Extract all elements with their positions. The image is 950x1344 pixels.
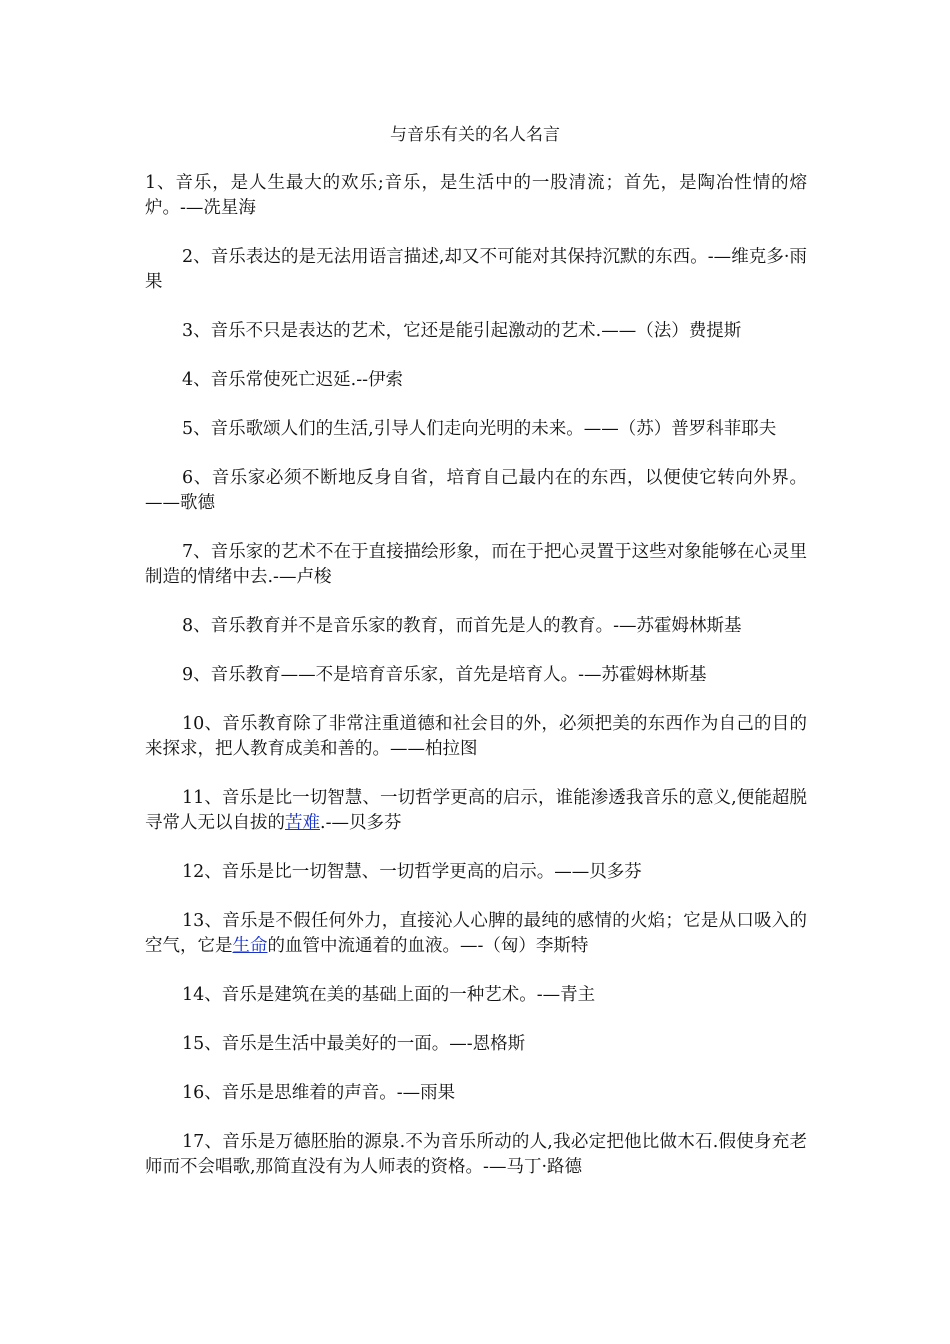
quote-text: 11、音乐是比一切智慧、一切哲学更高的启示，谁能渗透我音乐的意义,便能超脱寻常人无以自拔的 bbox=[145, 788, 807, 833]
quote-paragraph bbox=[145, 860, 807, 885]
quote-text: .-—贝多芬 bbox=[320, 813, 402, 833]
quote-text: 13、音乐是不假任何外力，直接沁人心脾的最纯的感情的火焰；它是从口吸入的空气，它是 bbox=[145, 911, 807, 956]
quote-text: 4、音乐常使死亡迟延.--伊索 bbox=[182, 370, 404, 390]
quote-paragraph bbox=[145, 368, 807, 393]
quote-text: 9、音乐教育——不是培育音乐家，首先是培育人。-—苏霍姆林斯基 bbox=[182, 665, 707, 685]
quote-paragraph bbox=[145, 1032, 807, 1057]
quote-text: 10、音乐教育除了非常注重道德和社会目的外，必须把美的东西作为自己的目的来探求，把人教育成美和善的。——柏拉图 bbox=[145, 714, 807, 759]
quote-paragraph bbox=[145, 1081, 807, 1106]
quote-paragraph bbox=[145, 245, 807, 295]
quote-paragraph bbox=[145, 909, 807, 959]
quote-text: 8、音乐教育并不是音乐家的教育，而首先是人的教育。-—苏霍姆林斯基 bbox=[182, 616, 742, 636]
quote-text: 12、音乐是比一切智慧、一切哲学更高的启示。——贝多芬 bbox=[182, 862, 642, 882]
quote-text: 17、音乐是万德胚胎的源泉.不为音乐所动的人,我必定把他比做木石.假使身充老师而不会唱歌,那简直没有为人师表的资格。-—马丁·路德 bbox=[145, 1132, 807, 1177]
quote-paragraph bbox=[145, 712, 807, 762]
quote-list bbox=[145, 171, 807, 1204]
quote-text: 3、音乐不只是表达的艺术，它还是能引起激动的艺术.——（法）费提斯 bbox=[182, 321, 742, 341]
quote-paragraph bbox=[145, 540, 807, 590]
quote-text: 7、音乐家的艺术不在于直接描绘形象，而在于把心灵置于这些对象能够在心灵里制造的情绪中去.-—卢梭 bbox=[145, 542, 807, 587]
quote-text: 2、音乐表达的是无法用语言描述,却又不可能对其保持沉默的东西。-—维克多·雨果 bbox=[145, 247, 807, 292]
quote-text: 6、音乐家必须不断地反身自省，培育自己最内在的东西，以便使它转向外界。——歌德 bbox=[145, 468, 807, 513]
quote-text: 14、音乐是建筑在美的基础上面的一种艺术。-—青主 bbox=[182, 985, 596, 1005]
quote-text: 的血管中流通着的血液。—-（匈）李斯特 bbox=[267, 936, 589, 956]
quote-text: 15、音乐是生活中最美好的一面。—-恩格斯 bbox=[182, 1034, 526, 1054]
quote-paragraph bbox=[145, 614, 807, 639]
quote-paragraph bbox=[145, 417, 807, 442]
quote-link[interactable]: 生命 bbox=[232, 936, 268, 956]
quote-text: 5、音乐歌颂人们的生活,引导人们走向光明的未来。——（苏）普罗科菲耶夫 bbox=[182, 419, 777, 439]
quote-link[interactable]: 苦难 bbox=[285, 813, 320, 833]
quote-paragraph bbox=[145, 786, 807, 836]
quote-paragraph bbox=[145, 1130, 807, 1180]
quote-paragraph bbox=[145, 983, 807, 1008]
quote-paragraph bbox=[145, 171, 807, 221]
quote-text: 16、音乐是思维着的声音。-—雨果 bbox=[182, 1083, 456, 1103]
quote-paragraph bbox=[145, 466, 807, 516]
quote-paragraph bbox=[145, 319, 807, 344]
quote-paragraph bbox=[145, 663, 807, 688]
quote-text: 1、音乐，是人生最大的欢乐;音乐，是生活中的一股清流；首先，是陶冶性情的熔炉。-—冼星海 bbox=[145, 173, 807, 218]
document-title: 与音乐有关的名人名言 bbox=[390, 125, 560, 145]
